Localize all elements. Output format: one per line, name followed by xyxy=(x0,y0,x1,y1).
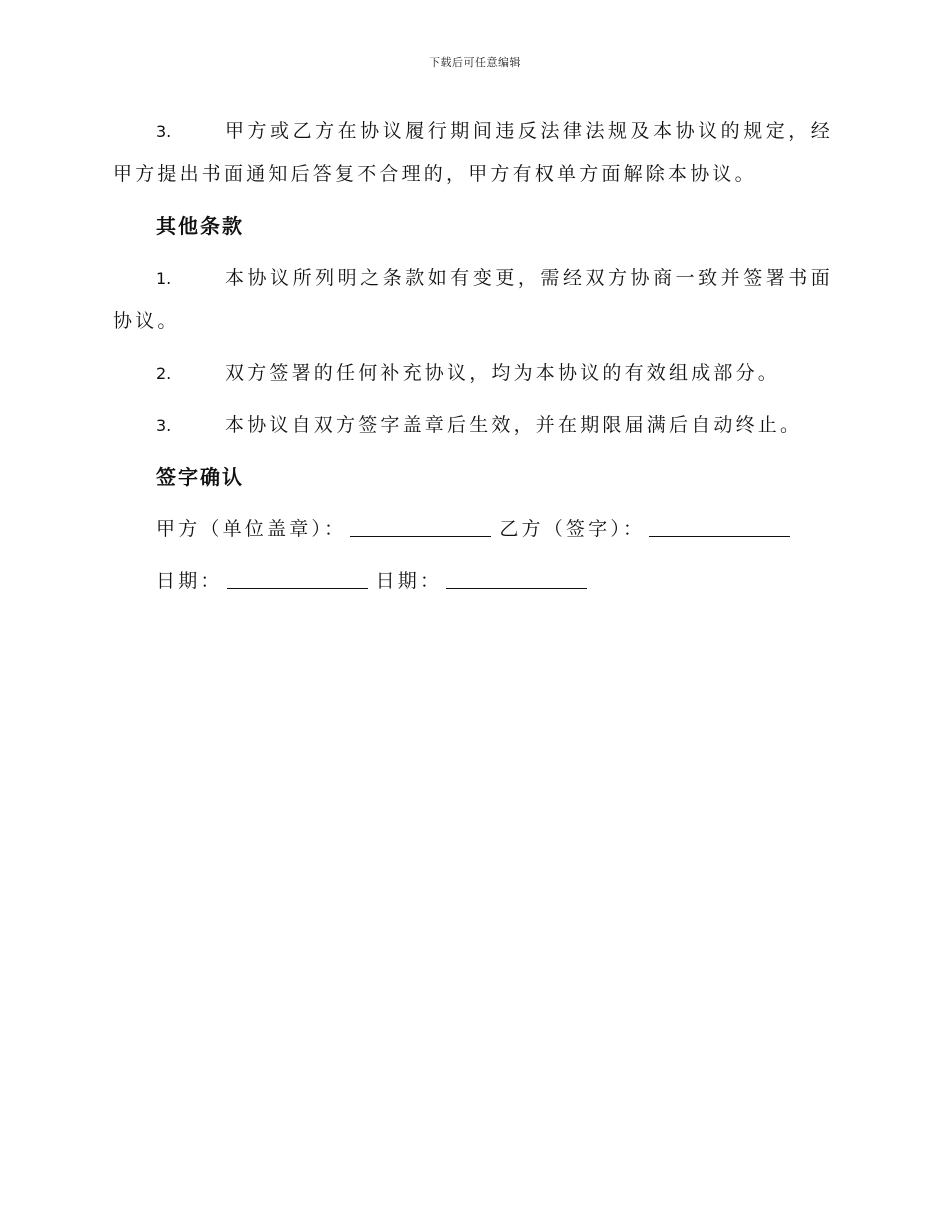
party-b-date-line[interactable] xyxy=(446,560,587,589)
document-body xyxy=(113,110,833,612)
party-a-label: 甲方（单位盖章）： xyxy=(156,518,347,540)
clause-text: 甲方或乙方在协议履行期间违反法律法规及本协议的规定，经甲方提出书面通知后答复不合理的，甲方有权单方面解除本协议。 xyxy=(113,120,833,185)
other-terms-item-3 xyxy=(113,404,833,447)
party-a-signature-line[interactable] xyxy=(350,508,491,537)
clause-text: 本协议所列明之条款如有变更，需经双方协商一致并签署书面协议。 xyxy=(113,267,833,332)
clause-3-termination xyxy=(113,110,833,196)
clause-number: 3. xyxy=(156,122,172,141)
signature-parties-row xyxy=(156,508,833,551)
clause-text: 双方签署的任何补充协议，均为本协议的有效组成部分。 xyxy=(225,362,781,384)
clause-text: 本协议自双方签字盖章后生效，并在期限届满后自动终止。 xyxy=(225,414,803,436)
clause-number: 1. xyxy=(156,269,172,288)
date-label-party-a: 日期： xyxy=(156,570,223,592)
party-a-date-line[interactable] xyxy=(227,560,368,589)
section-heading-signature: 签字确认 xyxy=(156,465,244,489)
party-b-label: 乙方（签字）： xyxy=(499,518,646,540)
section-heading-other-terms: 其他条款 xyxy=(156,214,244,238)
page-header: 下载后可任意编辑 xyxy=(429,56,521,69)
clause-number: 3. xyxy=(156,416,172,435)
other-terms-item-1 xyxy=(113,257,833,343)
other-terms-item-2 xyxy=(113,352,833,395)
clause-number: 2. xyxy=(156,364,172,383)
signature-dates-row xyxy=(156,560,833,603)
party-b-signature-line[interactable] xyxy=(649,508,790,537)
date-label-party-b: 日期： xyxy=(375,570,443,592)
